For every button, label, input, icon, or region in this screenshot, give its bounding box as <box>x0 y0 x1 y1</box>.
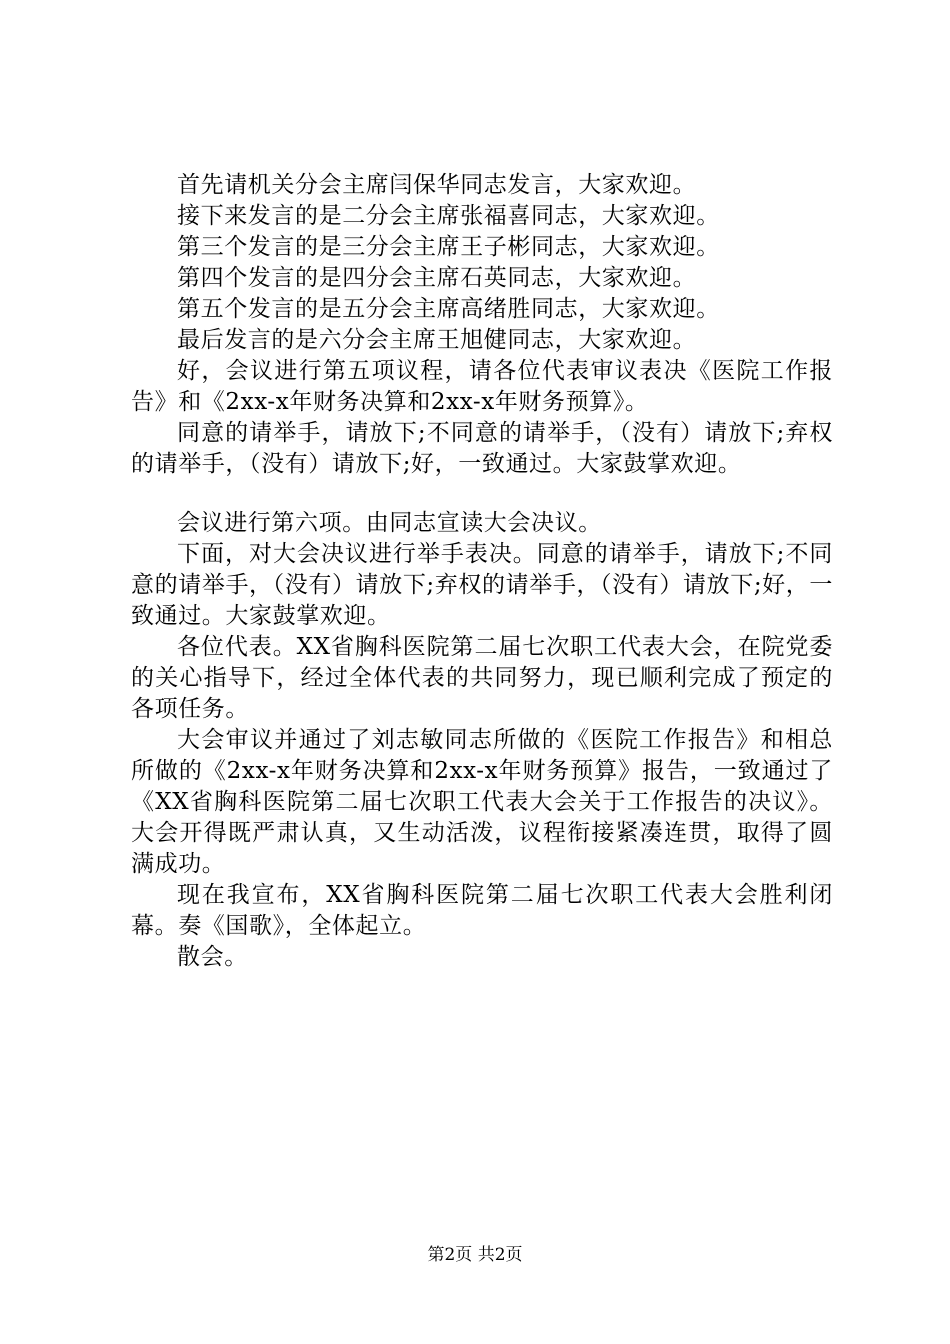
paragraph-speaker-3: 第三个发言的是三分会主席王子彬同志，大家欢迎。 <box>177 234 720 260</box>
paragraph-speaker-1: 首先请机关分会主席闫保华同志发言，大家欢迎。 <box>177 172 697 198</box>
paragraph-speaker-2: 接下来发言的是二分会主席张福喜同志，大家欢迎。 <box>177 203 720 229</box>
document-body <box>131 170 833 973</box>
paragraph-speaker-4: 第四个发言的是四分会主席石英同志，大家欢迎。 <box>177 265 697 291</box>
paragraph-vote-1: 同意的请举手，请放下;不同意的请举手，（没有）请放下;弃权的请举手，（没有）请放下;好，一致通过。大家鼓掌欢迎。 <box>131 420 833 477</box>
paragraph-speaker-5: 第五个发言的是五分会主席高绪胜同志，大家欢迎。 <box>177 296 720 322</box>
paragraph-summary: 大会审议并通过了刘志敏同志所做的《医院工作报告》和相总所做的《2xx-x年财务决算和2xx-x年财务预算》报告，一致通过了《XX省胸科医院第二届七次职工代表大会关于工作报告的决议》。大会开得既严肃认真，又生动活泼，议程衔接紧凑连贯，取得了圆满成功。 <box>131 727 833 877</box>
paragraph-adjourn: 散会。 <box>177 944 248 970</box>
paragraph-agenda-item-6: 会议进行第六项。由同志宣读大会决议。 <box>177 510 602 536</box>
page-number-footer: 第2页 共2页 <box>427 1245 523 1265</box>
paragraph-agenda-item-5: 好，会议进行第五项议程，请各位代表审议表决《医院工作报告》和《2xx-x年财务决算和2xx-x年财务预算》。 <box>131 358 833 415</box>
paragraph-closing-announcement: 现在我宣布，XX省胸科医院第二届七次职工代表大会胜利闭幕。奏《国歌》，全体起立。 <box>131 882 833 939</box>
paragraph-vote-2: 下面，对大会决议进行举手表决。同意的请举手，请放下;不同意的请举手，（没有）请放下;弃权的请举手，（没有）请放下;好，一致通过。大家鼓掌欢迎。 <box>131 541 833 629</box>
paragraph-address-delegates: 各位代表。XX省胸科医院第二届七次职工代表大会，在院党委的关心指导下，经过全体代表的共同努力，现已顺利完成了预定的各项任务。 <box>131 634 833 722</box>
paragraph-speaker-6: 最后发言的是六分会主席王旭健同志，大家欢迎。 <box>177 327 697 353</box>
